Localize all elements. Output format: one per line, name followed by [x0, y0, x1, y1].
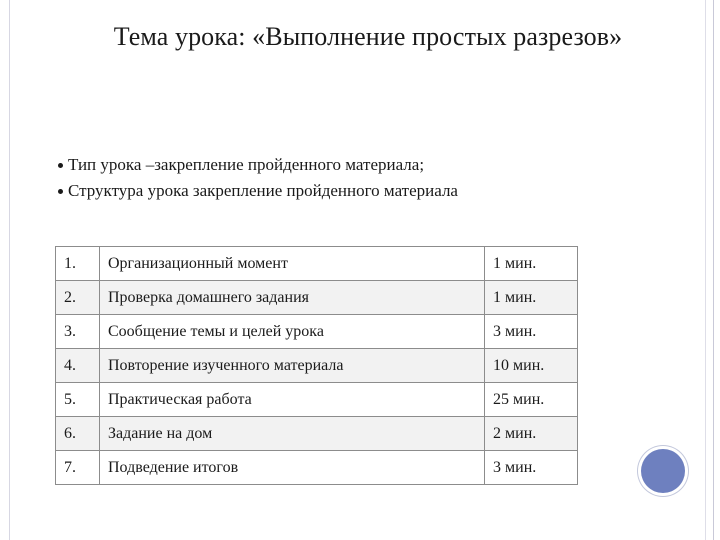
step-duration: 1 мин. — [485, 247, 578, 281]
step-number: 5. — [56, 383, 100, 417]
step-number: 2. — [56, 281, 100, 315]
step-activity: Организационный момент — [100, 247, 485, 281]
frame-line-right-outer — [713, 0, 714, 540]
table-row — [56, 315, 578, 349]
step-number: 7. — [56, 451, 100, 485]
table-row — [56, 383, 578, 417]
step-duration: 2 мин. — [485, 417, 578, 451]
step-activity: Подведение итогов — [100, 451, 485, 485]
bullet-list — [58, 152, 458, 204]
lesson-plan-table — [55, 246, 578, 485]
step-number: 6. — [56, 417, 100, 451]
table-row — [56, 349, 578, 383]
table-row — [56, 417, 578, 451]
table-row — [56, 281, 578, 315]
step-activity: Проверка домашнего задания — [100, 281, 485, 315]
step-duration: 1 мин. — [485, 281, 578, 315]
bullet-item: Тип урока –закрепление пройденного материала; — [58, 152, 458, 178]
step-number: 3. — [56, 315, 100, 349]
step-duration: 10 мин. — [485, 349, 578, 383]
step-activity: Практическая работа — [100, 383, 485, 417]
step-duration: 3 мин. — [485, 315, 578, 349]
step-activity: Сообщение темы и целей урока — [100, 315, 485, 349]
decorative-circle-icon — [641, 449, 685, 493]
step-duration: 3 мин. — [485, 451, 578, 485]
step-activity: Повторение изученного материала — [100, 349, 485, 383]
frame-line-right-inner — [705, 0, 706, 540]
bullet-item: Структура урока закрепление пройденного материала — [58, 178, 458, 204]
table-row — [56, 247, 578, 281]
step-activity: Задание на дом — [100, 417, 485, 451]
table-row — [56, 451, 578, 485]
frame-line-left — [9, 0, 10, 540]
step-number: 4. — [56, 349, 100, 383]
step-duration: 25 мин. — [485, 383, 578, 417]
step-number: 1. — [56, 247, 100, 281]
slide-title: Тема урока: «Выполнение простых разрезов» — [113, 22, 623, 51]
